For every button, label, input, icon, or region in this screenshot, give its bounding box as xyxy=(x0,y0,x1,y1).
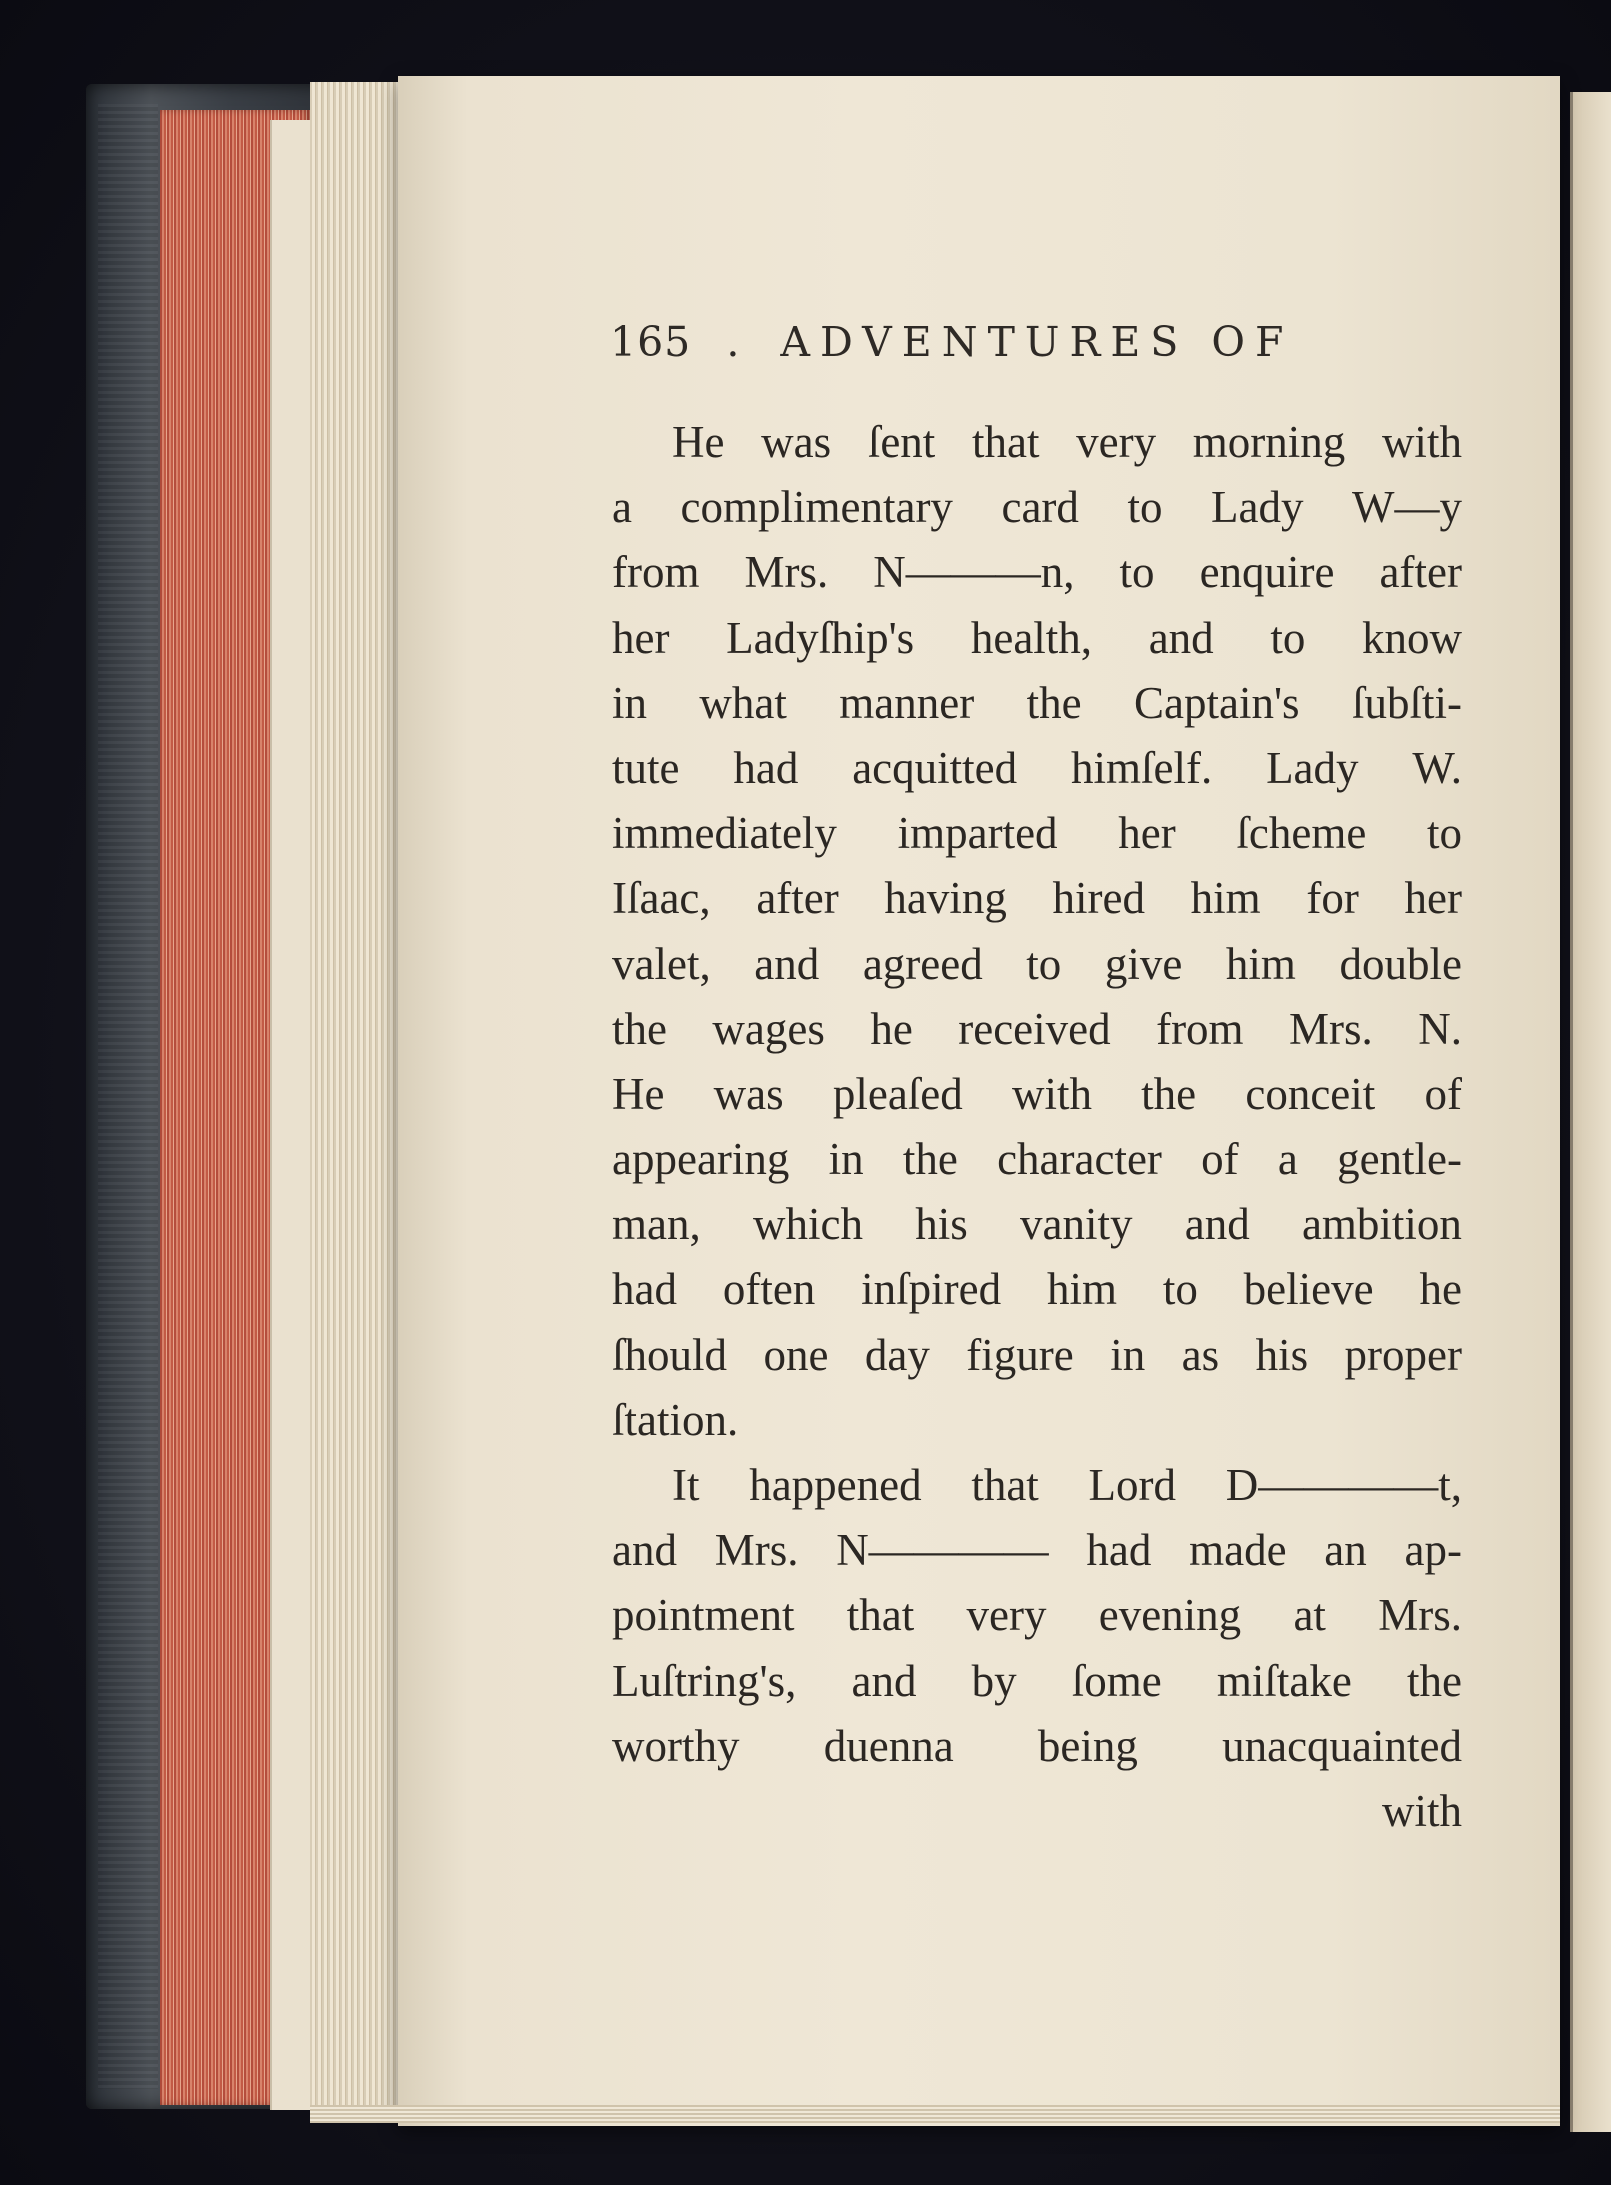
word: double xyxy=(1339,938,1462,989)
text-line xyxy=(612,1257,1462,1322)
word: the xyxy=(1407,1655,1462,1706)
word: gentle- xyxy=(1337,1134,1462,1185)
text-line xyxy=(612,1518,1462,1583)
word: of xyxy=(1201,1134,1239,1185)
text-line xyxy=(612,866,1462,931)
word: miſtake xyxy=(1216,1655,1352,1706)
word: manner xyxy=(839,677,975,728)
page-stack-edges xyxy=(310,82,410,2117)
word: know xyxy=(1361,612,1462,663)
word: had xyxy=(1086,1525,1152,1576)
word: very xyxy=(966,1590,1047,1641)
word: his xyxy=(915,1199,968,1250)
word: day xyxy=(864,1329,930,1380)
word: his xyxy=(1255,1329,1309,1380)
running-title: ADVENTURES OF xyxy=(780,318,1294,366)
word: ſome xyxy=(1071,1655,1162,1706)
text-line xyxy=(612,671,1462,736)
word: the xyxy=(1026,677,1082,728)
text-line xyxy=(612,1453,1462,1518)
text-line xyxy=(612,997,1462,1062)
word: worthy xyxy=(612,1720,740,1771)
word: card xyxy=(1001,482,1079,533)
word: Lord xyxy=(1088,1460,1176,1510)
word: morning xyxy=(1192,417,1346,467)
word: D————t, xyxy=(1225,1460,1462,1510)
word: evening xyxy=(1098,1590,1242,1641)
word: imparted xyxy=(897,808,1058,859)
word: in xyxy=(1110,1329,1146,1380)
word: of xyxy=(1424,1068,1462,1119)
word: him xyxy=(1190,873,1261,924)
word: he xyxy=(870,1003,913,1054)
word: that xyxy=(971,417,1040,467)
word: agreed xyxy=(862,938,983,989)
word: ſubſti- xyxy=(1351,677,1462,728)
word: enquire xyxy=(1199,547,1335,598)
word: in xyxy=(828,1134,864,1185)
word: ſent xyxy=(867,417,936,467)
word: proper xyxy=(1344,1329,1462,1380)
word: Captain's xyxy=(1133,677,1300,728)
word: Ladyſhip's xyxy=(726,612,915,663)
text-line xyxy=(612,540,1462,605)
page-number: 165 xyxy=(610,318,692,366)
word: figure xyxy=(966,1329,1074,1380)
word: to xyxy=(1426,808,1462,859)
head-separator: . xyxy=(726,318,740,366)
word: having xyxy=(884,873,1007,924)
word: Iſaac, xyxy=(612,873,711,924)
word: N———— xyxy=(836,1525,1049,1576)
word: N———n, xyxy=(873,547,1075,598)
word: had xyxy=(612,1264,677,1315)
text-line xyxy=(612,1583,1462,1648)
word: him xyxy=(1046,1264,1117,1315)
word: character xyxy=(997,1134,1162,1185)
word: happened xyxy=(749,1460,922,1510)
word: one xyxy=(763,1329,829,1380)
word: pleaſed xyxy=(832,1068,963,1119)
text-line xyxy=(612,801,1462,866)
word: from xyxy=(1156,1003,1244,1054)
word: to xyxy=(1127,482,1163,533)
word: at xyxy=(1293,1590,1326,1641)
text-line xyxy=(612,475,1462,540)
word: with xyxy=(1011,1068,1092,1119)
word: health, xyxy=(970,612,1093,663)
word: to xyxy=(1162,1264,1198,1315)
body-text xyxy=(612,410,1462,1844)
word: and xyxy=(851,1655,917,1706)
text-line xyxy=(612,606,1462,671)
word: him xyxy=(1225,938,1296,989)
word: her xyxy=(612,612,670,663)
text-line xyxy=(612,410,1462,475)
word: He xyxy=(672,417,725,467)
word: what xyxy=(699,677,787,728)
word: acquitted xyxy=(852,742,1018,793)
word: as xyxy=(1181,1329,1220,1380)
word: a xyxy=(612,482,632,533)
word: N. xyxy=(1418,1003,1462,1054)
word: and xyxy=(1148,612,1214,663)
word: that xyxy=(971,1460,1039,1510)
word: wages xyxy=(712,1003,825,1054)
word: after xyxy=(1379,547,1462,598)
text-line xyxy=(612,1192,1462,1257)
word: It xyxy=(672,1460,700,1510)
word: unacquainted xyxy=(1222,1720,1462,1771)
word: He xyxy=(612,1068,665,1119)
text-line xyxy=(612,1127,1462,1192)
word: W. xyxy=(1412,742,1462,793)
word: appearing xyxy=(612,1134,790,1185)
word: in xyxy=(612,677,648,728)
word: which xyxy=(752,1199,863,1250)
word: duenna xyxy=(823,1720,954,1771)
word: her xyxy=(1118,808,1176,859)
word: being xyxy=(1037,1720,1138,1771)
word: valet, xyxy=(612,938,711,989)
text-line xyxy=(612,1062,1462,1127)
text-line xyxy=(612,932,1462,997)
word: W—y xyxy=(1351,482,1462,533)
word: ſhould xyxy=(612,1329,728,1380)
page-bottom-edges xyxy=(310,2105,1560,2123)
word: Mrs. xyxy=(714,1525,799,1576)
word: Luſtring's, xyxy=(612,1655,797,1706)
word: ambition xyxy=(1301,1199,1462,1250)
word: her xyxy=(1404,873,1462,924)
word: from xyxy=(612,547,700,598)
text-line xyxy=(612,1323,1462,1388)
word: believe xyxy=(1243,1264,1374,1315)
word: and xyxy=(1184,1199,1250,1250)
word: made xyxy=(1189,1525,1287,1576)
word: and xyxy=(612,1525,677,1576)
word: inſpired xyxy=(861,1264,1002,1315)
text-line xyxy=(612,1714,1462,1779)
word: often xyxy=(722,1264,816,1315)
text-line xyxy=(612,1649,1462,1714)
word: to xyxy=(1026,938,1062,989)
word: Mrs. xyxy=(1289,1003,1373,1054)
word: complimentary xyxy=(680,482,953,533)
word: and xyxy=(754,938,820,989)
word: a xyxy=(1277,1134,1298,1185)
word: was xyxy=(713,1068,784,1119)
word: himſelf. xyxy=(1070,742,1213,793)
word: conceit xyxy=(1245,1068,1376,1119)
word: ap- xyxy=(1404,1525,1462,1576)
word: by xyxy=(971,1655,1017,1706)
text-line: with xyxy=(1381,1785,1462,1836)
word: Lady xyxy=(1266,742,1359,793)
word: received xyxy=(958,1003,1111,1054)
word: with xyxy=(1381,417,1462,467)
word: the xyxy=(902,1134,958,1185)
word: man, xyxy=(612,1199,701,1250)
word: an xyxy=(1324,1525,1367,1576)
word: tute xyxy=(612,742,680,793)
word: after xyxy=(756,873,839,924)
word: vanity xyxy=(1019,1199,1133,1250)
word: that xyxy=(846,1590,915,1641)
word: to xyxy=(1270,612,1306,663)
text-line: ſtation. xyxy=(612,1394,739,1445)
word: had xyxy=(733,742,799,793)
word: the xyxy=(1141,1068,1197,1119)
word: hired xyxy=(1052,873,1146,924)
word: very xyxy=(1076,417,1157,467)
word: ſcheme xyxy=(1236,808,1367,859)
word: he xyxy=(1419,1264,1462,1315)
word: the xyxy=(612,1003,667,1054)
word: give xyxy=(1104,938,1183,989)
word: immediately xyxy=(612,808,837,859)
running-head xyxy=(610,318,1370,388)
facing-page-edge xyxy=(1570,92,1611,2132)
text-line xyxy=(612,736,1462,801)
word: Mrs. xyxy=(744,547,829,598)
word: pointment xyxy=(612,1590,795,1641)
word: Lady xyxy=(1210,482,1304,533)
word: was xyxy=(761,417,832,467)
word: for xyxy=(1306,873,1359,924)
word: Mrs. xyxy=(1378,1590,1462,1641)
word: to xyxy=(1119,547,1155,598)
